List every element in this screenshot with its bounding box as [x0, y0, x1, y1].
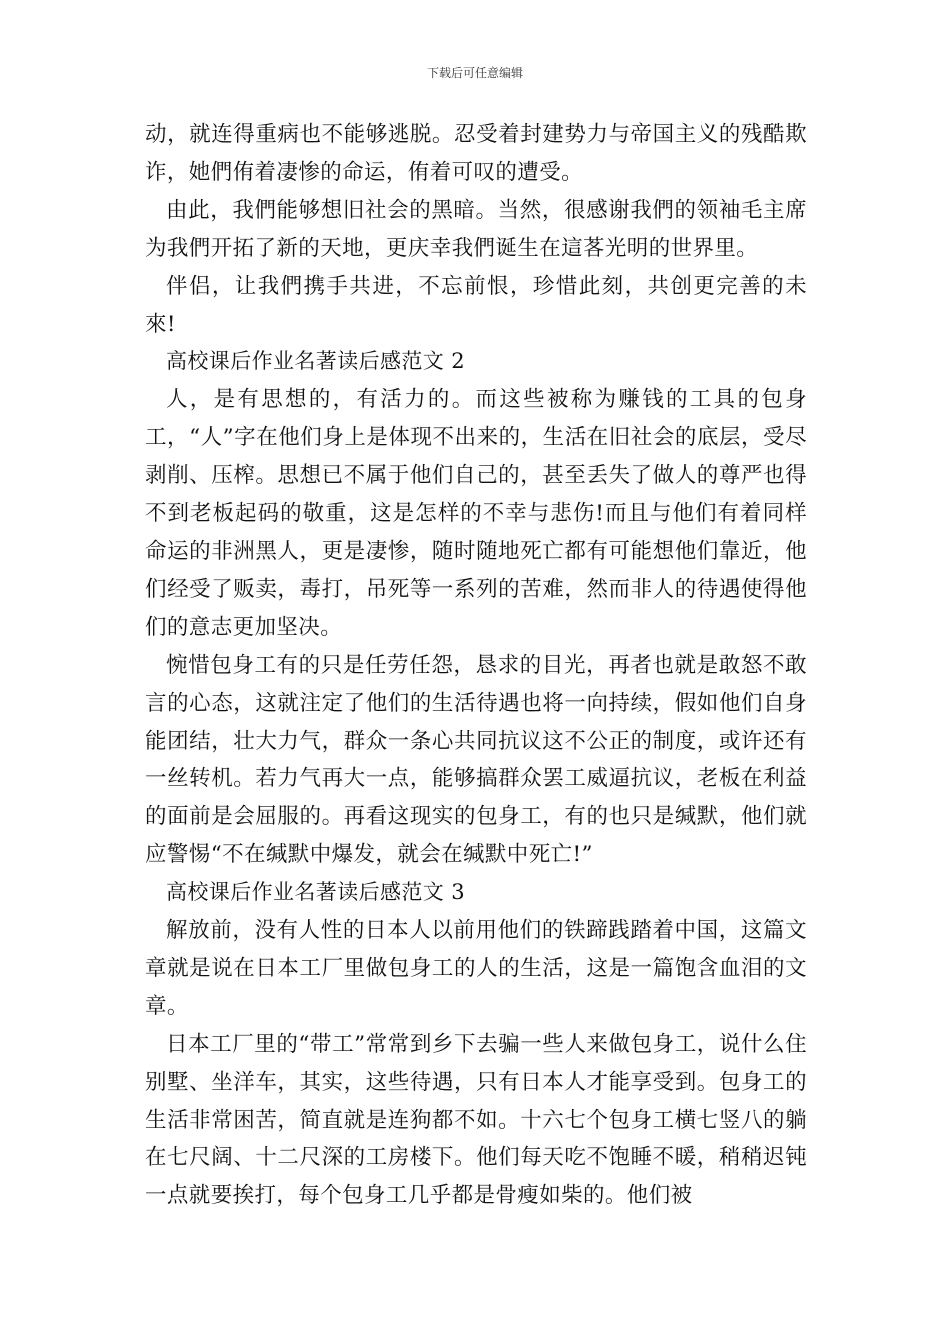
document-body: [145, 116, 807, 1215]
paragraph: 解放前，没有人性的日本人以前用他们的铁蹄践踏着中国，这篇文章就是说在日本工厂里做包身工的人的生活，这是一篇饱含血泪的文章。: [145, 918, 807, 1019]
header-note: 下载后可任意编辑: [426, 66, 523, 80]
paragraph: 由此，我們能够想旧社会的黑暗。当然，很感谢我們的领袖毛主席为我們开拓了新的天地，更庆幸我們诞生在這茖光明的世界里。: [145, 197, 807, 261]
section-heading: 高校课后作业名著读后感范文 2: [166, 349, 466, 374]
paragraph: 伴侣，让我們携手共进，不忘前恨，珍惜此刻，共创更完善的未來!: [145, 273, 807, 337]
paragraph: 动，就连得重病也不能够逃脱。忍受着封建势力与帝国主义的残酷欺诈，她們侑着凄惨的命运，侑着可叹的遭受。: [145, 122, 807, 185]
paragraph: 日本工厂里的“带工”常常到乡下去骗一些人来做包身工，说什么住别墅、坐洋车，其实，这些待遇，只有日本人才能享受到。包身工的生活非常困苦，简直就是连狗都不如。十六七个包身工横七竖八的躺在七尺阔、十二尺深的工房楼下。他们每天吃不饱睡不暖，稍稍迟钝一点就要挨打，每个包身工几乎都是骨瘦如柴的。他们被: [145, 1031, 807, 1209]
paragraph: 惋惜包身工有的只是任劳任怨，恳求的目光，再者也就是敢怒不敢言的心态，这就注定了他们的生活待遇也将一向持续，假如他们自身能团结，壮大力气，群众一条心共同抗议这不公正的制度，或许还有一丝转机。若力气再大一点，能够搞群众罢工威逼抗议，老板在利益的面前是会屈服的。再看这现实的包身工，有的也只是缄默，他们就应警惕“不在缄默中爆发，就会在缄默中死亡!”: [145, 652, 807, 868]
paragraph: 人，是有思想的，有活力的。而这些被称为赚钱的工具的包身工，“人”字在他们身上是体现不出来的，生活在旧社会的底层，受尽剥削、压榨。思想已不属于他们自己的，甚至丢失了做人的尊严也得不到老板起码的敬重，这是怎样的不幸与悲伤!而且与他们有着同样命运的非洲黑人，更是凄惨，随时随地死亡都有可能想他们靠近，他们经受了贩卖，毒打，吊死等一系列的苦难，然而非人的待遇使得他们的意志更加坚决。: [145, 387, 807, 640]
section-heading: 高校课后作业名著读后感范文 3: [166, 880, 466, 905]
